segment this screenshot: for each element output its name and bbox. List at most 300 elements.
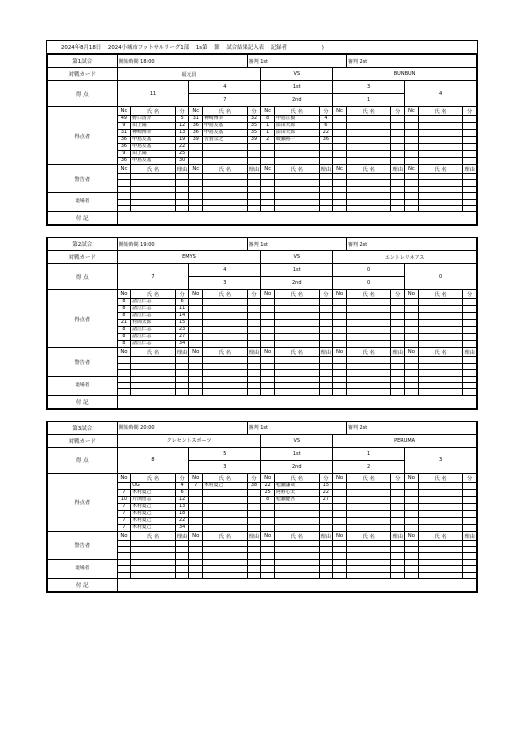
scorer-number: [261, 306, 275, 313]
scorer-minute: 34: [175, 341, 189, 348]
scorer-name: [346, 313, 390, 320]
col-name-header: 氏 名: [131, 473, 175, 482]
scorer-number: 8: [117, 341, 131, 348]
scorers-label: 得点者: [48, 290, 118, 348]
scorer-minute: [463, 503, 477, 510]
vs-label: VS: [261, 68, 333, 81]
col-no-header: No: [261, 473, 275, 482]
scorer-minute: [391, 496, 405, 503]
match-label: 第3試合: [48, 421, 118, 434]
scorer-minute: [463, 158, 477, 165]
col-name-header: 氏 名: [418, 473, 462, 482]
scorer-number: [333, 517, 347, 524]
scorer-name: [418, 327, 462, 334]
scorer-minute: 6: [319, 123, 333, 130]
scorer-number: [261, 144, 275, 151]
scorer-minute: 30: [175, 158, 189, 165]
card-label: 対戦カード: [48, 251, 118, 264]
scorer-number: [405, 116, 419, 123]
scorer-minute: [319, 341, 333, 348]
scorer-number: 22: [261, 482, 275, 489]
col-no-header: No: [117, 348, 131, 357]
col-minute-header: 分: [175, 290, 189, 299]
scorer-number: [189, 320, 203, 327]
col-no-header: Nc: [261, 165, 275, 174]
scorer-number: 1: [261, 130, 275, 137]
scorer-name: 諸江仁志: [131, 306, 175, 313]
scorer-name: 野口清介: [131, 116, 175, 123]
scorer-minute: 25: [175, 151, 189, 158]
away-second-half-score: 0: [333, 277, 405, 290]
scorer-number: 36: [189, 123, 203, 130]
home-team: クレセントスポーツ: [117, 434, 261, 447]
col-name-header: 氏 名: [131, 165, 175, 174]
scorer-number: [117, 482, 131, 489]
scorer-name: 村岡太郎: [131, 320, 175, 327]
col-name-header: 氏 名: [203, 473, 248, 482]
scorer-name: [346, 341, 390, 348]
scorer-name: [346, 320, 390, 327]
scorer-minute: [247, 334, 261, 341]
scorer-name: [203, 334, 248, 341]
scorer-minute: 12: [175, 123, 189, 130]
scorer-minute: [463, 151, 477, 158]
scorer-name: [418, 306, 462, 313]
away-first-half-score: 3: [333, 81, 405, 94]
scorer-minute: 13: [175, 130, 189, 137]
referee-2nd: 審判 2st: [346, 421, 476, 434]
scorer-name: [346, 144, 390, 151]
scorer-number: 8: [261, 496, 275, 503]
scorer-minute: [247, 320, 261, 327]
scorer-name: [418, 123, 462, 130]
col-no-header: Nc: [333, 165, 347, 174]
scorer-number: 7: [117, 489, 131, 496]
scorer-name: [346, 334, 390, 341]
scorer-minute: [463, 489, 477, 496]
scorer-name: [346, 130, 390, 137]
col-name-header: 氏 名: [418, 107, 462, 116]
match-label: 第2試合: [48, 238, 118, 251]
scorer-number: [405, 496, 419, 503]
recorder-label: 記録者: [270, 45, 287, 51]
scorer-name: [275, 510, 319, 517]
sheet-title: [46, 40, 478, 54]
scorer-name: 諸江仁志: [131, 313, 175, 320]
col-minute-header: 分: [175, 473, 189, 482]
scorer-minute: [247, 517, 261, 524]
scorer-minute: [319, 306, 333, 313]
scorer-minute: [391, 503, 405, 510]
scorer-minute: [391, 299, 405, 306]
col-no-header: No: [117, 531, 131, 540]
scorer-minute: 13: [175, 503, 189, 510]
scorer-name: 前田大郎: [275, 130, 319, 137]
scorer-name: [203, 320, 248, 327]
scorer-name: [346, 116, 390, 123]
scorer-minute: [247, 327, 261, 334]
round-label: 1s第: [195, 45, 208, 51]
scorer-number: [189, 306, 203, 313]
home-first-half-score: 4: [189, 264, 261, 277]
scorer-name: 木村夏己: [131, 489, 175, 496]
col-no-header: No: [117, 290, 131, 299]
scorer-number: 7: [117, 510, 131, 517]
scorer-minute: [463, 482, 477, 489]
scorer-number: [333, 130, 347, 137]
scorer-minute: [391, 144, 405, 151]
scorer-minute: 18: [175, 510, 189, 517]
scorer-minute: [463, 313, 477, 320]
notes-label: 付 記: [48, 212, 118, 225]
scorer-name: [418, 482, 462, 489]
col-no-header: No: [405, 531, 419, 540]
scorer-minute: 5: [175, 116, 189, 123]
scorer-name: [418, 151, 462, 158]
scorer-number: 36: [117, 158, 131, 165]
scorer-minute: [391, 327, 405, 334]
home-team: EMYS: [117, 251, 261, 264]
scorer-minute: 4: [175, 482, 189, 489]
scorer-number: [261, 327, 275, 334]
warning-label: 警告者: [48, 165, 118, 193]
col-no-header: Nc: [117, 107, 131, 116]
col-minute-header: 分: [463, 473, 477, 482]
score-label: 得 点: [48, 447, 118, 473]
scorer-number: 2: [261, 137, 275, 144]
scorer-number: [405, 137, 419, 144]
scorer-minute: [319, 144, 333, 151]
notes-field[interactable]: [117, 395, 476, 408]
scorer-number: [189, 510, 203, 517]
col-no-header: No: [189, 473, 203, 482]
col-name-header: 氏 名: [418, 531, 462, 540]
scorer-number: 25: [261, 489, 275, 496]
scorer-minute: 4: [319, 116, 333, 123]
scorer-number: [189, 341, 203, 348]
scorer-name: [203, 327, 248, 334]
scorer-minute: [463, 144, 477, 151]
scorer-minute: [463, 341, 477, 348]
scorer-minute: 35: [247, 130, 261, 137]
scorer-number: [189, 327, 203, 334]
col-minute-header: 分: [247, 290, 261, 299]
scorer-minute: [391, 510, 405, 517]
notes-field[interactable]: [117, 212, 476, 225]
scorer-name: OG: [131, 482, 175, 489]
scorer-minute: 14: [175, 313, 189, 320]
scorer-minute: [391, 306, 405, 313]
second-half-label: 2nd: [261, 94, 333, 107]
scorer-name: 木村夏己: [131, 503, 175, 510]
notes-field[interactable]: [117, 579, 476, 592]
scorer-name: 諸江仁志: [131, 334, 175, 341]
col-name-header: 氏 名: [275, 473, 319, 482]
scorer-name: [203, 496, 248, 503]
scorer-name: [203, 144, 248, 151]
scorer-name: [275, 158, 319, 165]
scorer-number: [261, 299, 275, 306]
scorer-name: 片渕悟志: [131, 496, 175, 503]
scorer-name: [275, 313, 319, 320]
away-second-half-score: 2: [333, 460, 405, 473]
scorer-number: [189, 151, 203, 158]
scorer-number: 8: [117, 299, 131, 306]
referee-2nd: 審判 2st: [346, 238, 476, 251]
scorer-name: [275, 341, 319, 348]
warning-label: 警告者: [48, 531, 118, 559]
scorer-number: [333, 341, 347, 348]
scorer-minute: [463, 320, 477, 327]
scorer-minute: [247, 489, 261, 496]
recorder-close: ): [321, 45, 324, 51]
scorer-minute: 23: [175, 327, 189, 334]
scorer-name: 諸江仁志: [131, 299, 175, 306]
home-second-half-score: 7: [189, 94, 261, 107]
scorer-minute: [391, 130, 405, 137]
scorer-name: [418, 517, 462, 524]
score-sheet: [46, 40, 478, 593]
match-block: [46, 237, 478, 409]
scorer-minute: [319, 517, 333, 524]
col-no-header: Nc: [261, 107, 275, 116]
away-team: BUNBUN: [333, 68, 477, 81]
scorer-name: [418, 510, 462, 517]
score-label: 得 点: [48, 264, 118, 290]
scorer-number: [261, 320, 275, 327]
scorer-number: 10: [117, 496, 131, 503]
col-name-header: 氏 名: [275, 290, 319, 299]
col-name-header: 氏 名: [418, 290, 462, 299]
home-total-score: 7: [117, 264, 189, 290]
scorer-name: [346, 517, 390, 524]
scorer-name: [203, 299, 248, 306]
first-half-label: 1st: [261, 81, 333, 94]
col-minute-header: 分: [319, 290, 333, 299]
scorer-number: 36: [117, 137, 131, 144]
scorer-name: [346, 524, 390, 531]
col-minute-header: 分: [319, 473, 333, 482]
referee-2nd: 審判 2st: [346, 55, 476, 68]
scorer-number: [405, 158, 419, 165]
scorer-minute: [463, 137, 477, 144]
scorer-name: [346, 496, 390, 503]
ejected-label: 退場者: [48, 193, 118, 212]
col-minute-header: 分: [463, 290, 477, 299]
scorer-name: 田上陽: [131, 123, 175, 130]
scorer-number: 7: [117, 524, 131, 531]
scorer-number: [261, 524, 275, 531]
col-reason-header: 理由: [247, 531, 261, 540]
col-reason-header: 理由: [391, 531, 405, 540]
scorer-minute: [319, 524, 333, 531]
scorer-minute: 32: [247, 116, 261, 123]
home-total-score: 8: [117, 447, 189, 473]
second-half-label: 2nd: [261, 460, 333, 473]
scorer-name: [418, 496, 462, 503]
scorer-name: [275, 503, 319, 510]
scorer-name: [346, 299, 390, 306]
scorer-name: [346, 503, 390, 510]
referee-1st: 審判 1st: [247, 421, 346, 434]
col-no-header: Nc: [189, 107, 203, 116]
scorer-name: [203, 503, 248, 510]
scorer-name: [203, 517, 248, 524]
scorer-number: [261, 503, 275, 510]
scorer-minute: 22: [175, 144, 189, 151]
col-name-header: 氏 名: [346, 290, 390, 299]
scorer-minute: [247, 144, 261, 151]
scorer-number: 1: [261, 123, 275, 130]
scorer-minute: 22: [175, 517, 189, 524]
scorer-number: [333, 503, 347, 510]
scorer-minute: 6: [175, 489, 189, 496]
col-no-header: No: [333, 473, 347, 482]
scorer-number: 8: [261, 116, 275, 123]
scorer-number: [333, 299, 347, 306]
scorer-name: [418, 503, 462, 510]
scorer-minute: [463, 510, 477, 517]
scorer-minute: [247, 158, 261, 165]
scorer-number: [405, 327, 419, 334]
scorer-minute: [463, 116, 477, 123]
scorer-minute: [247, 151, 261, 158]
scorer-name: 前田大郎: [275, 123, 319, 130]
start-time: 開始時間 18:00: [117, 55, 247, 68]
scorer-number: [333, 151, 347, 158]
match-block: [46, 421, 478, 593]
scorer-number: [333, 116, 347, 123]
scorer-number: 8: [117, 313, 131, 320]
col-reason-header: 理由: [247, 165, 261, 174]
notes-label: 付 記: [48, 395, 118, 408]
match-label: 第1試合: [48, 55, 118, 68]
start-time: 開始時間 20:00: [117, 421, 247, 434]
col-name-header: 氏 名: [346, 531, 390, 540]
away-team: PERUMA: [333, 434, 477, 447]
scorer-name: [203, 341, 248, 348]
scorer-name: 諸江仁志: [131, 341, 175, 348]
scorer-minute: [391, 151, 405, 158]
scorer-number: [333, 496, 347, 503]
scorer-name: [203, 151, 248, 158]
col-name-header: 氏 名: [203, 348, 248, 357]
scorer-minute: [319, 299, 333, 306]
scorer-minute: [391, 158, 405, 165]
scorer-name: [346, 489, 390, 496]
scorer-name: 中島友基: [203, 130, 248, 137]
scorer-number: [189, 334, 203, 341]
scorer-name: [418, 144, 462, 151]
match-date: 2024年8月18日: [61, 45, 102, 51]
scorer-number: 9: [117, 151, 131, 158]
scorer-name: [418, 334, 462, 341]
scorer-minute: [391, 116, 405, 123]
scorer-minute: 19: [175, 137, 189, 144]
col-name-header: 氏 名: [203, 290, 248, 299]
scorer-minute: 27: [319, 496, 333, 503]
scorer-name: 松瀬健吾: [275, 496, 319, 503]
scorer-number: [189, 503, 203, 510]
scorer-minute: [247, 313, 261, 320]
col-no-header: Nc: [333, 107, 347, 116]
scorer-number: 8: [117, 327, 131, 334]
scorer-number: [333, 489, 347, 496]
scorer-number: [405, 151, 419, 158]
scorer-number: [405, 306, 419, 313]
scorer-number: [405, 334, 419, 341]
scorer-name: 中島友基: [131, 158, 175, 165]
col-minute-header: 分: [391, 290, 405, 299]
scorer-number: [261, 334, 275, 341]
scorer-minute: [463, 299, 477, 306]
scorer-minute: [247, 496, 261, 503]
col-reason-header: 理由: [463, 165, 477, 174]
scorer-minute: 11: [175, 306, 189, 313]
scorer-number: 49: [117, 116, 131, 123]
away-first-half-score: 1: [333, 447, 405, 460]
scorer-minute: [247, 341, 261, 348]
scorer-name: 中島正毅: [275, 116, 319, 123]
scorer-minute: [391, 524, 405, 531]
col-no-header: No: [333, 290, 347, 299]
scorer-number: [405, 144, 419, 151]
scorer-number: [189, 517, 203, 524]
scorer-name: [275, 524, 319, 531]
scorer-number: [333, 334, 347, 341]
score-label: 得 点: [48, 81, 118, 107]
col-name-header: 氏 名: [346, 165, 390, 174]
scorer-name: [418, 137, 462, 144]
scorer-name: [418, 158, 462, 165]
scorer-minute: [463, 517, 477, 524]
scorer-name: [203, 158, 248, 165]
scorer-number: 9: [117, 123, 131, 130]
scorer-number: [405, 130, 419, 137]
col-no-header: No: [405, 290, 419, 299]
scorer-name: [346, 482, 390, 489]
scorer-number: 8: [117, 306, 131, 313]
scorer-name: 神崎博幸: [131, 130, 175, 137]
scorer-name: [418, 320, 462, 327]
col-name-header: 氏 名: [275, 531, 319, 540]
col-name-header: 氏 名: [418, 165, 462, 174]
scorer-number: [261, 158, 275, 165]
scorer-minute: [391, 489, 405, 496]
scorer-name: 中島友基: [203, 123, 248, 130]
scorer-minute: [391, 482, 405, 489]
scorer-name: 阿野心太: [275, 489, 319, 496]
scorer-number: [405, 299, 419, 306]
scorer-name: 田上陽: [131, 151, 175, 158]
scorer-number: [405, 517, 419, 524]
scorer-name: [418, 116, 462, 123]
scorer-minute: [247, 299, 261, 306]
scorer-number: [333, 123, 347, 130]
scorer-number: 7: [117, 503, 131, 510]
scorer-number: [333, 158, 347, 165]
col-reason-header: 理由: [247, 348, 261, 357]
col-no-header: No: [189, 290, 203, 299]
scorer-minute: [463, 327, 477, 334]
scorer-number: [189, 299, 203, 306]
col-name-header: 氏 名: [275, 107, 319, 116]
col-minute-header: 分: [463, 107, 477, 116]
scorer-name: [275, 299, 319, 306]
scorer-minute: [247, 510, 261, 517]
scorer-number: [405, 482, 419, 489]
scorer-name: 木村夏己: [131, 510, 175, 517]
